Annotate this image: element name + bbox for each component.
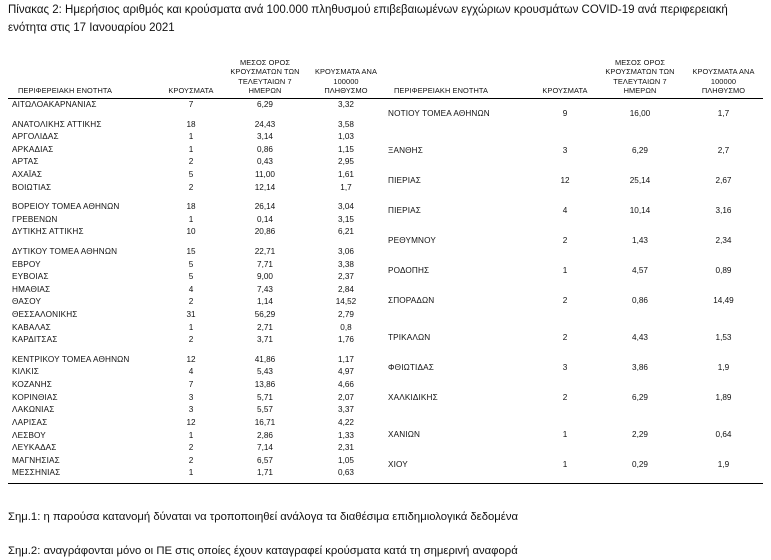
cell-average-7-days: 5,71 bbox=[257, 392, 273, 402]
cell-cases: 4 bbox=[562, 206, 568, 216]
cell-regional-unit: ΛΕΥΚΑΔΑΣ bbox=[12, 443, 57, 453]
cell-cases: 2 bbox=[188, 335, 194, 345]
cell-cases: 1 bbox=[188, 430, 194, 440]
cell-cases: 1 bbox=[188, 468, 194, 478]
header-average-line1-left: ΜΕΣΟΣ ΟΡΟΣ bbox=[239, 58, 291, 67]
cell-regional-unit: ΠΙΕΡΙΑΣ bbox=[388, 206, 421, 216]
note-2: Σημ.2: αναγράφονται μόνο οι ΠΕ στις οποίες έχουν καταγραφεί κρούσματα κατά τη σημερινή αναφορά bbox=[8, 545, 518, 557]
cell-cases: 9 bbox=[562, 108, 568, 118]
cell-average-7-days: 3,14 bbox=[257, 132, 273, 142]
cell-per-100000: 4,66 bbox=[338, 380, 354, 390]
cell-per-100000: 3,32 bbox=[338, 99, 354, 109]
cell-regional-unit: ΛΑΚΩΝΙΑΣ bbox=[12, 405, 55, 415]
cell-per-100000: 2,95 bbox=[338, 157, 354, 167]
cell-average-7-days: 2,29 bbox=[632, 429, 648, 439]
table-spacer-cell bbox=[8, 239, 384, 246]
cell-regional-unit: ΔΥΤΙΚΟΥ ΤΟΜΕΑ ΑΘΗΝΩΝ bbox=[12, 246, 118, 256]
cell-average-7-days: 26,14 bbox=[254, 202, 276, 212]
cell-regional-unit: ΕΒΡΟΥ bbox=[12, 259, 41, 269]
table-spacer-row bbox=[8, 239, 384, 246]
cell-cases: 2 bbox=[188, 157, 194, 167]
cell-average-7-days: 6,29 bbox=[257, 99, 273, 109]
cell-average-7-days: 0,86 bbox=[257, 144, 273, 154]
caption-line-1: Πίνακας 2: Ημερήσιος αριθμός και κρούσματα ανά 100.000 πληθυσμού επιβεβαιωμένων εγχώριων κρουσμάτων COVID-19 ανά περιφερειακή bbox=[8, 4, 728, 16]
table-bottom-rule bbox=[8, 483, 763, 484]
cell-cases: 4 bbox=[188, 367, 194, 377]
cell-regional-unit: ΛΕΣΒΟΥ bbox=[12, 430, 46, 440]
cell-regional-unit: ΘΑΣΟΥ bbox=[12, 297, 42, 307]
cell-regional-unit: ΤΡΙΚΑΛΩΝ bbox=[388, 332, 431, 342]
table-row bbox=[8, 297, 384, 310]
table-row bbox=[384, 256, 763, 286]
table-spacer-cell bbox=[8, 112, 384, 119]
table-body-left bbox=[8, 99, 384, 481]
table-row bbox=[8, 334, 384, 347]
cell-cases: 2 bbox=[188, 182, 194, 192]
cell-regional-unit: ΒΟΙΩΤΙΑΣ bbox=[12, 182, 52, 192]
header-per-line1-right: ΚΡΟΥΣΜΑΤΑ ΑΝΑ 100000 bbox=[692, 67, 755, 86]
cell-average-7-days: 20,86 bbox=[254, 227, 276, 237]
cell-regional-unit: ΚΑΡΔΙΤΣΑΣ bbox=[12, 335, 58, 345]
header-average-right bbox=[596, 58, 684, 99]
cell-average-7-days: 2,86 bbox=[257, 430, 273, 440]
cell-regional-unit: ΒΟΡΕΙΟΥ ΤΟΜΕΑ ΑΘΗΝΩΝ bbox=[12, 202, 120, 212]
header-average-line3-right: ΤΕΛΕΥΤΑΙΩΝ 7 ΗΜΕΡΩΝ bbox=[613, 76, 667, 95]
cell-per-100000: 1,17 bbox=[338, 354, 354, 364]
table-row bbox=[8, 119, 384, 132]
cell-per-100000: 3,16 bbox=[715, 206, 732, 216]
cell-average-7-days: 1,71 bbox=[257, 468, 273, 478]
table-row bbox=[8, 442, 384, 455]
cell-cases: 5 bbox=[188, 272, 194, 282]
cell-per-100000: 1,76 bbox=[338, 335, 354, 345]
cell-per-100000: 0,63 bbox=[338, 468, 354, 478]
cell-regional-unit: ΜΑΓΝΗΣΙΑΣ bbox=[12, 455, 60, 465]
cell-average-7-days: 11,00 bbox=[255, 169, 275, 179]
cell-average-7-days: 5,43 bbox=[257, 367, 273, 377]
cell-average-7-days: 0,14 bbox=[257, 214, 273, 224]
cell-cases: 7 bbox=[188, 99, 194, 109]
cell-regional-unit: ΧΙΟΥ bbox=[388, 459, 408, 469]
cell-cases: 12 bbox=[186, 417, 196, 427]
cell-regional-unit: ΑΝΑΤΟΛΙΚΗΣ ΑΤΤΙΚΗΣ bbox=[12, 119, 102, 129]
table-row bbox=[384, 323, 763, 353]
cell-average-7-days: 3,71 bbox=[257, 335, 273, 345]
tables-container bbox=[8, 58, 763, 480]
cell-cases: 5 bbox=[188, 259, 194, 269]
note-1: Σημ.1: η παρούσα κατανομή δύναται να τροποποιηθεί ανάλογα τα διαθέσιμα επιδημιολογικά δεδομένα bbox=[8, 511, 519, 523]
cell-regional-unit: ΑΡΓΟΛΙΔΑΣ bbox=[12, 132, 59, 142]
table-spacer-cell bbox=[8, 347, 384, 354]
cell-regional-unit: ΑΡΚΑΔΙΑΣ bbox=[12, 144, 54, 154]
cell-per-100000: 1,53 bbox=[715, 332, 732, 342]
cell-per-100000: 3,04 bbox=[338, 202, 354, 212]
cell-cases: 5 bbox=[188, 169, 194, 179]
table-row bbox=[8, 379, 384, 392]
cell-per-100000: 3,37 bbox=[338, 405, 354, 415]
cell-cases: 12 bbox=[186, 354, 196, 364]
cell-per-100000: 0,64 bbox=[715, 429, 732, 439]
table-row bbox=[8, 144, 384, 157]
cell-per-100000: 1,33 bbox=[338, 430, 354, 440]
header-average-line2-left: ΚΡΟΥΣΜΑΤΩΝ ΤΩΝ bbox=[230, 67, 300, 77]
cell-per-100000: 3,38 bbox=[338, 259, 354, 269]
cell-cases: 1 bbox=[562, 265, 568, 275]
cell-regional-unit: ΧΑΝΙΩΝ bbox=[388, 429, 421, 439]
table-row bbox=[8, 392, 384, 405]
cell-regional-unit: ΑΡΤΑΣ bbox=[12, 157, 39, 167]
cell-regional-unit: ΚΑΒΑΛΑΣ bbox=[12, 322, 51, 332]
cell-per-100000: 2,34 bbox=[715, 235, 732, 245]
table-row bbox=[384, 226, 763, 256]
table-row bbox=[8, 417, 384, 430]
table-row bbox=[8, 322, 384, 335]
cell-per-100000: 2,67 bbox=[715, 176, 732, 186]
cell-cases: 1 bbox=[188, 132, 194, 142]
table-row bbox=[384, 286, 763, 316]
cell-per-100000: 1,7 bbox=[340, 182, 352, 192]
cell-cases: 1 bbox=[562, 429, 568, 439]
header-regional-unit-right: ΠΕΡΙΦΕΡΕΙΑΚΗ ΕΝΟΤΗΤΑ bbox=[384, 58, 534, 99]
table-row bbox=[8, 284, 384, 297]
cell-average-7-days: 6,29 bbox=[632, 392, 648, 402]
cell-regional-unit: ΔΥΤΙΚΗΣ ΑΤΤΙΚΗΣ bbox=[12, 227, 84, 237]
header-per-line2-left: ΠΛΗΘΥΣΜΟ bbox=[324, 85, 368, 95]
table-row bbox=[8, 309, 384, 322]
table-row bbox=[8, 226, 384, 239]
cell-cases: 15 bbox=[186, 246, 196, 256]
table-row bbox=[384, 197, 763, 227]
header-per-100000-right bbox=[684, 58, 763, 99]
table-spacer-row bbox=[384, 413, 763, 420]
cell-regional-unit: ΝΟΤΙΟΥ ΤΟΜΕΑ ΑΘΗΝΩΝ bbox=[388, 108, 490, 118]
cell-per-100000: 4,22 bbox=[338, 417, 354, 427]
cell-average-7-days: 6,57 bbox=[257, 455, 273, 465]
table-row bbox=[8, 404, 384, 417]
cell-per-100000: 14,52 bbox=[335, 297, 357, 307]
table-spacer-cell bbox=[8, 194, 384, 201]
cell-cases: 1 bbox=[188, 322, 194, 332]
cell-cases: 18 bbox=[186, 202, 196, 212]
cell-per-100000: 2,07 bbox=[338, 392, 354, 402]
header-average-left bbox=[222, 58, 308, 99]
cell-cases: 2 bbox=[188, 443, 194, 453]
cell-per-100000: 1,03 bbox=[338, 132, 354, 142]
cell-average-7-days: 0,29 bbox=[632, 459, 648, 469]
cell-average-7-days: 7,71 bbox=[257, 259, 273, 269]
table-row bbox=[8, 246, 384, 259]
cell-cases: 2 bbox=[562, 332, 568, 342]
table-row bbox=[384, 450, 763, 480]
table-row bbox=[8, 271, 384, 284]
cell-regional-unit: ΚΟΖΑΝΗΣ bbox=[12, 380, 52, 390]
cell-average-7-days: 24,43 bbox=[254, 119, 276, 129]
table-spacer-cell bbox=[384, 130, 763, 137]
header-regional-unit-left: ΠΕΡΙΦΕΡΕΙΑΚΗ ΕΝΟΤΗΤΑ bbox=[8, 58, 160, 99]
cell-cases: 18 bbox=[186, 119, 196, 129]
regional-units-table-right bbox=[384, 58, 763, 480]
header-average-line2-right: ΚΡΟΥΣΜΑΤΩΝ ΤΩΝ bbox=[605, 67, 675, 77]
cell-cases: 1 bbox=[188, 144, 194, 154]
cell-regional-unit: ΑΙΤΩΛΟΑΚΑΡΝΑΝΙΑΣ bbox=[12, 99, 97, 109]
cell-average-7-days: 5,57 bbox=[257, 405, 273, 415]
cell-per-100000: 1,9 bbox=[717, 459, 730, 469]
cell-average-7-days: 10,14 bbox=[629, 206, 651, 216]
table-row bbox=[384, 167, 763, 197]
table-row bbox=[8, 354, 384, 367]
cell-regional-unit: ΡΟΔΟΠΗΣ bbox=[388, 265, 430, 275]
table-body-right bbox=[384, 99, 763, 481]
table-spacer-row bbox=[8, 347, 384, 354]
cell-cases: 2 bbox=[188, 455, 194, 465]
cell-average-7-days: 9,00 bbox=[257, 272, 273, 282]
cell-average-7-days: 12,14 bbox=[254, 182, 276, 192]
cell-regional-unit: ΠΙΕΡΙΑΣ bbox=[388, 176, 421, 186]
cell-cases: 3 bbox=[188, 392, 194, 402]
cell-per-100000: 3,15 bbox=[338, 214, 354, 224]
header-per-100000-left bbox=[308, 58, 384, 99]
table-row bbox=[8, 259, 384, 272]
cell-per-100000: 0,8 bbox=[340, 322, 352, 332]
cell-average-7-days: 4,57 bbox=[632, 265, 648, 275]
cell-regional-unit: ΕΥΒΟΙΑΣ bbox=[12, 272, 49, 282]
table-row bbox=[384, 99, 763, 130]
table-row bbox=[8, 430, 384, 443]
header-per-line1-left: ΚΡΟΥΣΜΑΤΑ ΑΝΑ 100000 bbox=[314, 67, 378, 86]
cell-cases: 2 bbox=[562, 235, 568, 245]
table-row bbox=[8, 156, 384, 169]
table-spacer-row bbox=[384, 130, 763, 137]
cell-cases: 2 bbox=[562, 295, 568, 305]
cell-regional-unit: ΜΕΣΣΗΝΙΑΣ bbox=[12, 468, 61, 478]
cell-average-7-days: 7,14 bbox=[257, 443, 273, 453]
cell-per-100000: 2,84 bbox=[338, 284, 354, 294]
cell-average-7-days: 16,71 bbox=[254, 417, 276, 427]
cell-regional-unit: ΑΧΑΪΑΣ bbox=[12, 169, 43, 179]
cell-regional-unit: ΧΑΛΚΙΔΙΚΗΣ bbox=[388, 392, 438, 402]
cell-regional-unit: ΚΟΡΙΝΘΙΑΣ bbox=[12, 392, 58, 402]
table-spacer-row bbox=[8, 112, 384, 119]
cell-cases: 3 bbox=[188, 405, 194, 415]
table-row bbox=[8, 455, 384, 468]
header-cases-right: ΚΡΟΥΣΜΑΤΑ bbox=[534, 58, 596, 99]
cell-regional-unit: ΚΙΛΚΙΣ bbox=[12, 367, 39, 377]
table-row bbox=[384, 353, 763, 383]
cell-average-7-days: 41,86 bbox=[254, 354, 276, 364]
cell-average-7-days: 56,29 bbox=[254, 310, 276, 320]
cell-cases: 10 bbox=[186, 227, 196, 237]
cell-cases: 31 bbox=[186, 310, 196, 320]
cell-per-100000: 1,89 bbox=[715, 392, 732, 402]
cell-per-100000: 3,06 bbox=[338, 246, 354, 256]
table-row bbox=[384, 420, 763, 450]
table-row bbox=[8, 131, 384, 144]
table-spacer-row bbox=[384, 316, 763, 323]
cell-per-100000: 2,31 bbox=[338, 443, 354, 453]
cell-cases: 3 bbox=[562, 362, 568, 372]
table-row bbox=[8, 214, 384, 227]
cell-per-100000: 2,79 bbox=[338, 310, 354, 320]
cell-regional-unit: ΞΑΝΘΗΣ bbox=[388, 146, 423, 156]
cell-per-100000: 2,37 bbox=[338, 272, 354, 282]
header-cases-left: ΚΡΟΥΣΜΑΤΑ bbox=[160, 58, 222, 99]
cell-per-100000: 14,49 bbox=[713, 295, 734, 305]
cell-average-7-days: 6,29 bbox=[632, 146, 648, 156]
cell-average-7-days: 25,14 bbox=[629, 176, 651, 186]
table-caption bbox=[8, 2, 763, 38]
cell-average-7-days: 22,71 bbox=[254, 246, 276, 256]
cell-per-100000: 6,21 bbox=[338, 227, 354, 237]
table-row bbox=[8, 367, 384, 380]
table-row bbox=[384, 137, 763, 167]
cell-regional-unit: ΛΑΡΙΣΑΣ bbox=[12, 417, 48, 427]
table-spacer-row bbox=[8, 194, 384, 201]
cell-cases: 7 bbox=[188, 380, 194, 390]
cell-average-7-days: 1,43 bbox=[632, 235, 648, 245]
cell-per-100000: 1,9 bbox=[717, 362, 730, 372]
cell-regional-unit: ΓΡΕΒΕΝΩΝ bbox=[12, 214, 58, 224]
cell-average-7-days: 13,86 bbox=[254, 380, 276, 390]
cell-average-7-days: 0,86 bbox=[632, 295, 648, 305]
table-row bbox=[384, 383, 763, 413]
table-row bbox=[8, 169, 384, 182]
cell-average-7-days: 4,43 bbox=[632, 332, 648, 342]
table-row bbox=[8, 467, 384, 480]
cell-regional-unit: ΣΠΟΡΑΔΩΝ bbox=[388, 295, 435, 305]
table-row bbox=[8, 201, 384, 214]
cell-per-100000: 4,97 bbox=[338, 367, 354, 377]
cell-average-7-days: 16,00 bbox=[629, 108, 651, 118]
cell-per-100000: 1,7 bbox=[717, 108, 730, 118]
cell-cases: 2 bbox=[188, 297, 194, 307]
cell-average-7-days: 2,71 bbox=[257, 322, 273, 332]
table-spacer-cell bbox=[384, 316, 763, 323]
cell-average-7-days: 1,14 bbox=[257, 297, 273, 307]
cell-average-7-days: 0,43 bbox=[257, 157, 273, 167]
cell-regional-unit: ΦΘΙΩΤΙΔΑΣ bbox=[388, 362, 434, 372]
cell-cases: 3 bbox=[562, 146, 568, 156]
cell-regional-unit: ΡΕΘΥΜΝΟΥ bbox=[388, 235, 436, 245]
table-row bbox=[8, 182, 384, 195]
cell-cases: 2 bbox=[562, 392, 568, 402]
cell-cases: 12 bbox=[560, 176, 570, 186]
table-spacer-cell bbox=[384, 413, 763, 420]
table-row bbox=[8, 99, 384, 112]
cell-per-100000: 1,05 bbox=[338, 455, 354, 465]
cell-per-100000: 3,58 bbox=[338, 119, 354, 129]
cell-regional-unit: ΘΕΣΣΑΛΟΝΙΚΗΣ bbox=[12, 310, 78, 320]
cell-average-7-days: 7,43 bbox=[257, 284, 273, 294]
cell-regional-unit: ΗΜΑΘΙΑΣ bbox=[12, 284, 51, 294]
cell-cases: 4 bbox=[188, 284, 194, 294]
caption-line-2: ενότητα στις 17 Ιανουαρίου 2021 bbox=[8, 21, 175, 34]
cell-per-100000: 0,89 bbox=[715, 265, 732, 275]
cell-cases: 1 bbox=[562, 459, 568, 469]
cell-regional-unit: ΚΕΝΤΡΙΚΟΥ ΤΟΜΕΑ ΑΘΗΝΩΝ bbox=[12, 354, 130, 364]
header-average-line1-right: ΜΕΣΟΣ ΟΡΟΣ bbox=[614, 58, 666, 67]
cell-cases: 1 bbox=[188, 214, 194, 224]
header-per-line2-right: ΠΛΗΘΥΣΜΟ bbox=[701, 85, 746, 95]
regional-units-table-left bbox=[8, 58, 384, 480]
cell-per-100000: 2,7 bbox=[717, 146, 730, 156]
cell-average-7-days: 3,86 bbox=[632, 362, 648, 372]
cell-per-100000: 1,61 bbox=[338, 169, 354, 179]
cell-per-100000: 1,15 bbox=[338, 144, 354, 154]
header-average-line3-left: ΤΕΛΕΥΤΑΙΩΝ 7 ΗΜΕΡΩΝ bbox=[238, 76, 292, 95]
